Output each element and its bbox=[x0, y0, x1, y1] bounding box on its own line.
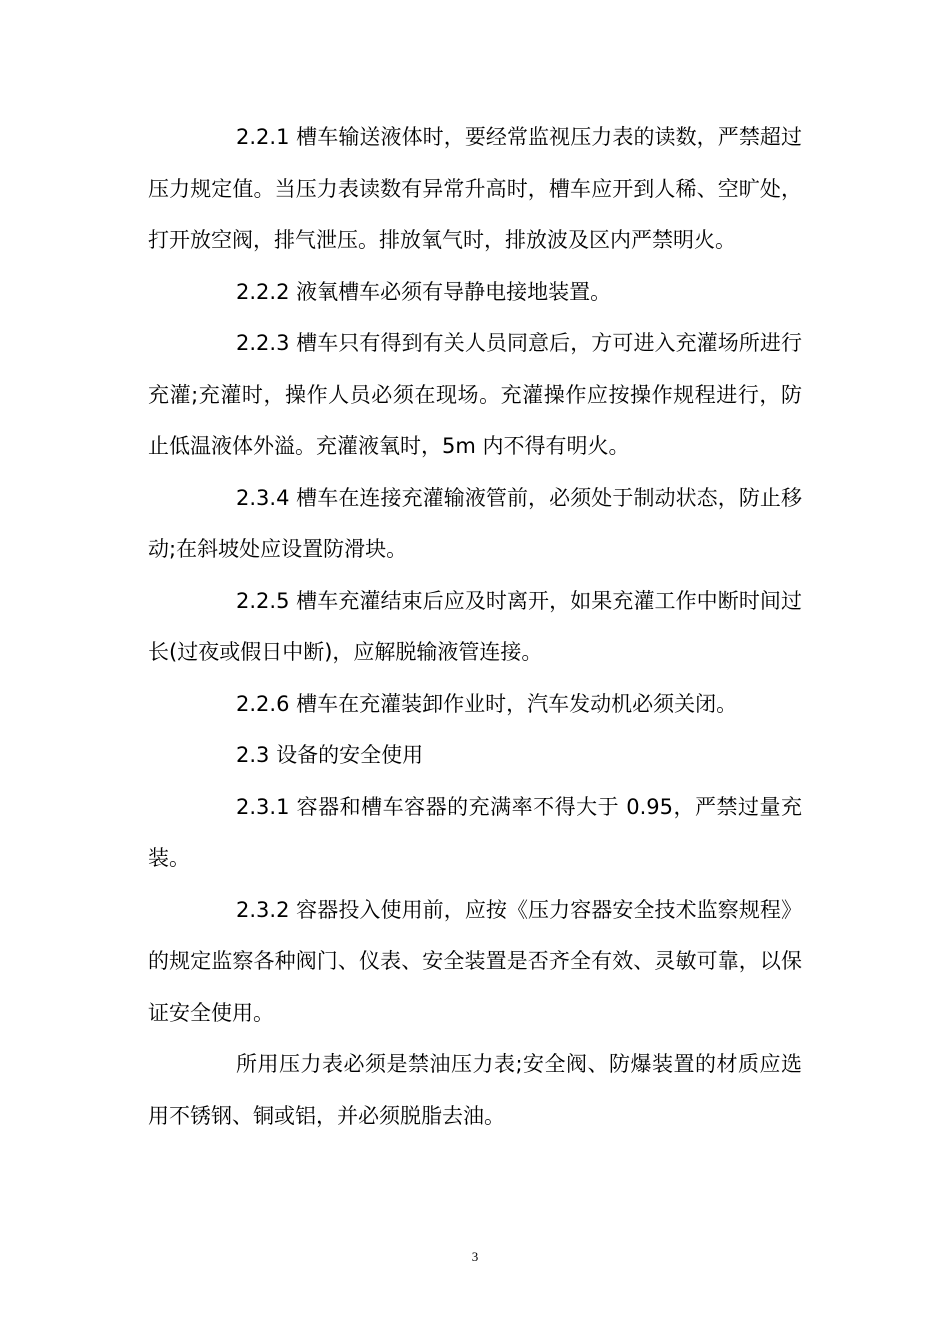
paragraph-2-3-4: 2.3.4 槽车在连接充灌输液管前，必须处于制动状态，防止移动;在斜坡处应设置防滑块。 bbox=[148, 485, 802, 561]
paragraph-2-2-3: 2.2.3 槽车只有得到有关人员同意后，方可进入充灌场所进行充灌;充灌时，操作人员必须在现场。充灌操作应按操作规程进行，防止低温液体外溢。充灌液氧时，5m 内不得有明火。 bbox=[148, 331, 802, 458]
paragraph-pressure-gauge: 所用压力表必须是禁油压力表;安全阀、防爆装置的材质应选用不锈钢、铜或铝，并必须脱脂去油。 bbox=[148, 1052, 802, 1128]
paragraph-2-3-2: 2.3.2 容器投入使用前，应按《压力容器安全技术监察规程》的规定监察各种阀门、仪表、安全装置是否齐全有效、灵敏可靠，以保证安全使用。 bbox=[148, 897, 802, 1025]
page-number: 3 bbox=[471, 1249, 479, 1264]
section-heading-2-3: 2.3 设备的安全使用 bbox=[236, 743, 424, 767]
paragraph-2-3-1: 2.3.1 容器和槽车容器的充满率不得大于 0.95，严禁过量充装。 bbox=[148, 794, 802, 870]
paragraph-2-2-5: 2.2.5 槽车充灌结束后应及时离开，如果充灌工作中断时间过长(过夜或假日中断)，应解脱输液管连接。 bbox=[148, 588, 802, 664]
document-body bbox=[148, 112, 802, 1142]
paragraph-2-2-6: 2.2.6 槽车在充灌装卸作业时，汽车发动机必须关闭。 bbox=[236, 691, 738, 716]
paragraph-2-2-2: 2.2.2 液氧槽车必须有导静电接地装置。 bbox=[236, 279, 612, 304]
paragraph-2-2-1: 2.2.1 槽车输送液体时，要经常监视压力表的读数，严禁超过压力规定值。当压力表读数有异常升高时，槽车应开到人稀、空旷处，打开放空阀，排气泄压。排放氧气时，排放波及区内严禁明火。 bbox=[148, 125, 802, 252]
